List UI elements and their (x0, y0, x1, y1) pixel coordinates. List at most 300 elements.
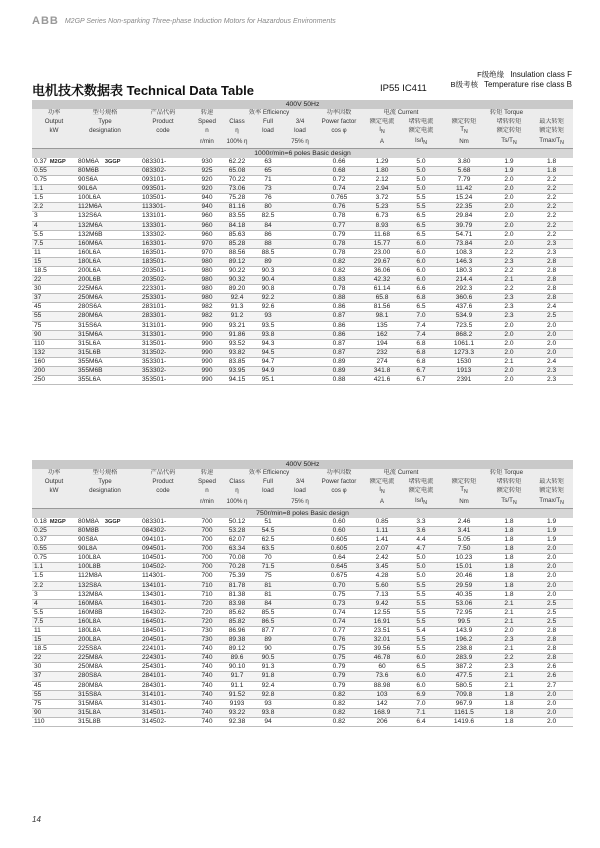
cell: 353501- (134, 376, 192, 385)
cell: 110 (32, 339, 76, 348)
cell (284, 330, 316, 339)
cell: 700 (192, 526, 222, 535)
cell: 1.8 (488, 699, 530, 708)
cell: 183501- (134, 257, 192, 266)
header-cell: η (222, 486, 252, 497)
cell: 6.9 (402, 690, 440, 699)
cell (284, 681, 316, 690)
cell: 5.5 (402, 617, 440, 626)
cell: 200L6B (76, 276, 134, 285)
header-cell: Full (252, 118, 284, 127)
cell: 72.95 (440, 608, 488, 617)
cell: 2.0 (488, 221, 530, 230)
cell: 315M8A (76, 699, 134, 708)
cell: 104502- (134, 563, 192, 572)
cell: 280S8A (76, 672, 134, 681)
header-cell: Product (134, 118, 192, 127)
cell: 70.22 (222, 176, 252, 185)
cell: 1530 (440, 357, 488, 366)
cell (284, 185, 316, 194)
cell: 2.0 (488, 230, 530, 239)
cell: 2.3 (530, 367, 573, 376)
cell: 88.5 (252, 248, 284, 257)
table-row (32, 294, 573, 303)
cell (284, 339, 316, 348)
header-cell: 100% η (222, 497, 252, 508)
cell: 225S8A (76, 645, 134, 654)
cell: 89.12 (222, 257, 252, 266)
temperature-class: B级考核 Temperature rise class B (450, 80, 572, 89)
cell (284, 554, 316, 563)
header-cell: Speed (192, 478, 222, 487)
cell: 22 (32, 654, 76, 663)
cell: 32.01 (362, 636, 402, 645)
cell: 353302- (134, 367, 192, 376)
cell: 204501- (134, 636, 192, 645)
cell: 0.89 (316, 357, 362, 366)
cell: 274 (362, 357, 402, 366)
cell: 2.3 (488, 257, 530, 266)
table-row (32, 339, 573, 348)
cell (284, 645, 316, 654)
cell: 740 (192, 645, 222, 654)
cell: 1161.5 (440, 708, 488, 717)
cell: 5.5 (402, 636, 440, 645)
header-cell: load (252, 126, 284, 137)
series-tag: 3GGP (104, 518, 121, 525)
cell: 740 (192, 717, 222, 726)
cell: 62.07 (222, 536, 252, 545)
cell: 1.5 (32, 194, 76, 203)
cell: 6.5 (402, 663, 440, 672)
cell: 80M6B (76, 166, 134, 175)
cell: 37 (32, 672, 76, 681)
cell: 990 (192, 321, 222, 330)
cell: 61.14 (362, 285, 402, 294)
cell: 93.21 (222, 321, 252, 330)
cell: 1061.1 (440, 339, 488, 348)
header-cell: 额定电流 (402, 126, 440, 137)
cell: 2.0 (488, 194, 530, 203)
cell: 163501- (134, 248, 192, 257)
cell: 70 (252, 554, 284, 563)
cell: 280M6A (76, 312, 134, 321)
cell: 0.82 (316, 699, 362, 708)
cell: 85.28 (222, 239, 252, 248)
cell: 37 (32, 294, 76, 303)
cell: 0.77 (316, 221, 362, 230)
cell: 315S6A (76, 321, 134, 330)
header-cell: Output (32, 118, 76, 127)
cell: 1.8 (488, 590, 530, 599)
cell: 3 (32, 590, 76, 599)
cell: 36.06 (362, 266, 402, 275)
cell: 71 (252, 176, 284, 185)
cell: 9.42 (362, 599, 402, 608)
cell: 2.5 (530, 617, 573, 626)
cell: 1.8 (488, 572, 530, 581)
header-cell: 功率 (32, 109, 76, 118)
cell: 83.55 (222, 212, 252, 221)
cell: 740 (192, 690, 222, 699)
cell: 0.75 (316, 590, 362, 599)
cell: 164501- (134, 617, 192, 626)
cell: 970 (192, 248, 222, 257)
cell: 206 (362, 717, 402, 726)
cell: 89.12 (222, 645, 252, 654)
cell: 083301- (134, 158, 192, 167)
cell: 967.9 (440, 699, 488, 708)
cell: 0.60 (316, 526, 362, 535)
cell (284, 357, 316, 366)
cell (284, 563, 316, 572)
cell: 315M6A (76, 330, 134, 339)
cell: 22.35 (440, 203, 488, 212)
cell: 1273.3 (440, 348, 488, 357)
cell: 1.41 (362, 536, 402, 545)
cell: 5.5 (32, 608, 76, 617)
cell: 2.8 (530, 645, 573, 654)
cell: 12.55 (362, 608, 402, 617)
cell: 314101- (134, 690, 192, 699)
table-row (32, 376, 573, 385)
cell: 132M6A (76, 221, 134, 230)
cell: 6.8 (402, 294, 440, 303)
cell (284, 276, 316, 285)
cell: 0.78 (316, 212, 362, 221)
cell: 112M6A (76, 203, 134, 212)
cell: 223301- (134, 285, 192, 294)
header-row (32, 469, 573, 478)
cell: 960 (192, 221, 222, 230)
cell: 1.11 (362, 526, 402, 535)
header-cell: kW (32, 126, 76, 137)
cell: 2.1 (488, 645, 530, 654)
cell (284, 708, 316, 717)
cell: 6.0 (402, 672, 440, 681)
cell (284, 581, 316, 590)
cell: 6.5 (402, 212, 440, 221)
header-cell: Tmax/$T_N$ (530, 137, 573, 148)
table-row (32, 312, 573, 321)
cell: 0.73 (316, 599, 362, 608)
header-cell: 额定转矩 (530, 486, 573, 497)
table-row (32, 545, 573, 554)
cell: 980 (192, 276, 222, 285)
cell: 29.59 (440, 581, 488, 590)
cell: 5.5 (402, 590, 440, 599)
speed-subheader: 1000r/min=6 poles Basic design (32, 148, 573, 158)
cell: 63.5 (252, 545, 284, 554)
header-cell (316, 137, 362, 148)
cell: 2.3 (488, 303, 530, 312)
header-cell: code (134, 486, 192, 497)
cell: 80M8A 3GGP (76, 518, 134, 527)
cell: 39.79 (440, 221, 488, 230)
table-row (32, 230, 573, 239)
table-row (32, 626, 573, 635)
cell: 45 (32, 303, 76, 312)
cell: 133302- (134, 230, 192, 239)
cell: 0.82 (316, 266, 362, 275)
table-row (32, 367, 573, 376)
cell: 90.3 (252, 266, 284, 275)
header-cell: 转速 (192, 109, 222, 118)
cell: 2.3 (488, 312, 530, 321)
header-cell: 3/4 (284, 118, 316, 127)
cell: 6.7 (402, 376, 440, 385)
cell: 93.82 (222, 348, 252, 357)
cell: 5.0 (402, 166, 440, 175)
cell (284, 239, 316, 248)
cell: 90.4 (252, 276, 284, 285)
header-cell (252, 497, 284, 508)
table-row (32, 663, 573, 672)
cell: 2.0 (488, 203, 530, 212)
cell: 94.7 (252, 357, 284, 366)
cell: 477.5 (440, 672, 488, 681)
cell: 89 (252, 257, 284, 266)
cell: 163301- (134, 239, 192, 248)
header-cell: Full (252, 478, 284, 487)
header-cell: 额定转矩 (488, 486, 530, 497)
cell: 94.15 (222, 376, 252, 385)
cell: 81.78 (222, 581, 252, 590)
cell: 1.8 (530, 166, 573, 175)
cell: 3.3 (402, 518, 440, 527)
cell: 6.0 (402, 654, 440, 663)
cell: 95.1 (252, 376, 284, 385)
table-row (32, 158, 573, 167)
cell (284, 608, 316, 617)
cell: 2.0 (530, 699, 573, 708)
header-cell: 电流 Current (362, 469, 440, 478)
cell: 200L8A (76, 636, 134, 645)
cell: 990 (192, 376, 222, 385)
header-row (32, 137, 573, 148)
cell: 355M6B (76, 367, 134, 376)
cell: 1.8 (488, 717, 530, 726)
class-info (444, 70, 572, 90)
table-row (32, 599, 573, 608)
cell: 990 (192, 330, 222, 339)
header-cell: 转矩 Torque (440, 469, 573, 478)
table-row (32, 276, 573, 285)
cell: 2.4 (530, 357, 573, 366)
technical-data-table-6-poles (32, 100, 573, 385)
cell: 2.7 (530, 681, 573, 690)
cell: 143.9 (440, 626, 488, 635)
cell: 740 (192, 663, 222, 672)
cell: 990 (192, 339, 222, 348)
header-cell: 最大转矩 (530, 118, 573, 127)
series-tag: M2GP (49, 158, 66, 165)
header-cell: 效率 Efficiency (222, 469, 316, 478)
cell: 70.28 (222, 563, 252, 572)
header-cell (32, 137, 76, 148)
cell: 90.22 (222, 266, 252, 275)
cell: 81 (252, 581, 284, 590)
cell: 50.12 (222, 518, 252, 527)
header-cell (76, 497, 134, 508)
table-row (32, 654, 573, 663)
header-cell: kW (32, 486, 76, 497)
cell: 6.0 (402, 239, 440, 248)
cell: 2.42 (362, 554, 402, 563)
cell: 2391 (440, 376, 488, 385)
cell: 2.0 (530, 563, 573, 572)
cell: 180L8A (76, 626, 134, 635)
cell: 86.96 (222, 626, 252, 635)
cell: 920 (192, 185, 222, 194)
cell: 85.63 (222, 230, 252, 239)
cell: 0.79 (316, 672, 362, 681)
cell: 100L6A (76, 194, 134, 203)
cell: 7.5 (32, 239, 76, 248)
cell: 094501- (134, 545, 192, 554)
cell: 18.5 (32, 645, 76, 654)
cell: 2.2 (530, 194, 573, 203)
cell: 94 (252, 717, 284, 726)
title-row (32, 70, 572, 98)
cell (284, 312, 316, 321)
cell: 740 (192, 699, 222, 708)
cell: 103501- (134, 194, 192, 203)
cell: 90L8A (76, 545, 134, 554)
table-row (32, 248, 573, 257)
header-cell (76, 137, 134, 148)
cell: 1.80 (362, 166, 402, 175)
cell: 7.79 (440, 176, 488, 185)
header-cell: Output (32, 478, 76, 487)
cell: 2.8 (530, 266, 573, 275)
cell (284, 376, 316, 385)
cell: 0.86 (316, 303, 362, 312)
cell: 2.0 (530, 554, 573, 563)
cell: 0.37 M2GP (32, 158, 76, 167)
cell: 2.6 (530, 663, 573, 672)
technical-data-table-8-poles (32, 460, 573, 727)
cell: 11.68 (362, 230, 402, 239)
header-cell: cos φ (316, 126, 362, 137)
cell: 5.5 (402, 194, 440, 203)
cell: 2.3 (488, 294, 530, 303)
cell: 2.2 (530, 203, 573, 212)
cell (284, 699, 316, 708)
cell: 6.5 (402, 303, 440, 312)
cell: 315S8A (76, 690, 134, 699)
cell: 2.5 (530, 608, 573, 617)
cell: 75.28 (222, 194, 252, 203)
cell: 196.2 (440, 636, 488, 645)
cell: 110 (32, 717, 76, 726)
cell: 2.4 (530, 303, 573, 312)
cell: 2.0 (488, 330, 530, 339)
cell: 7.1 (402, 708, 440, 717)
cell: 5.23 (362, 203, 402, 212)
header-cell: Power factor (316, 118, 362, 127)
cell: 0.645 (316, 563, 362, 572)
cell: 0.85 (362, 518, 402, 527)
cell (284, 636, 316, 645)
cell: 0.765 (316, 194, 362, 203)
cell: 91.1 (222, 681, 252, 690)
cell: 54.5 (252, 526, 284, 535)
cell: 30 (32, 663, 76, 672)
cell (284, 203, 316, 212)
cell: 341.8 (362, 367, 402, 376)
cell: 134301- (134, 590, 192, 599)
cell: 89.38 (222, 636, 252, 645)
cell: 2.1 (488, 608, 530, 617)
header-cell: Power factor (316, 478, 362, 487)
table-row (32, 526, 573, 535)
cell (284, 230, 316, 239)
cell: 214.4 (440, 276, 488, 285)
cell: 7.0 (402, 699, 440, 708)
cell: 980 (192, 285, 222, 294)
cell: 1.9 (488, 166, 530, 175)
cell: 2.8 (530, 285, 573, 294)
header-cell: 75% η (284, 497, 316, 508)
cell (284, 599, 316, 608)
cell (284, 654, 316, 663)
cell: 250M6A (76, 294, 134, 303)
cell: 7.13 (362, 590, 402, 599)
cell: 353301- (134, 357, 192, 366)
cell: 2.0 (488, 348, 530, 357)
cell: 1.9 (530, 526, 573, 535)
cell: 80M8B (76, 526, 134, 535)
cell: 90.5 (252, 654, 284, 663)
cell: 0.74 (316, 608, 362, 617)
header-cell: Type (76, 478, 134, 487)
cell: 700 (192, 518, 222, 527)
cell: 315L8B (76, 717, 134, 726)
header-cell: load (284, 126, 316, 137)
cell: 80 (252, 203, 284, 212)
cell: 0.74 (316, 617, 362, 626)
cell: 534.9 (440, 312, 488, 321)
header-cell (252, 137, 284, 148)
cell: 980 (192, 257, 222, 266)
cell: 84 (252, 221, 284, 230)
cell: 5.5 (402, 203, 440, 212)
cell (284, 617, 316, 626)
cell: 2.1 (488, 681, 530, 690)
cell: 93.8 (252, 330, 284, 339)
cell: 1.9 (530, 518, 573, 527)
table-row (32, 636, 573, 645)
cell: 112M8A (76, 572, 134, 581)
cell (284, 212, 316, 221)
cell: 184501- (134, 626, 192, 635)
cell: 92.8 (252, 690, 284, 699)
cell: 91.3 (222, 303, 252, 312)
header-cell: Class (222, 118, 252, 127)
cell: 4 (32, 221, 76, 230)
cell: 2.0 (530, 339, 573, 348)
cell: 700 (192, 554, 222, 563)
header-cell: $I_N$ (362, 126, 402, 137)
cell: 203502- (134, 276, 192, 285)
cell: 132M6B (76, 230, 134, 239)
cell: 700 (192, 563, 222, 572)
header-cell: 转速 (192, 469, 222, 478)
cell: 80M6A 3GGP (76, 158, 134, 167)
cell: 65.8 (362, 294, 402, 303)
cell: 108.3 (440, 248, 488, 257)
